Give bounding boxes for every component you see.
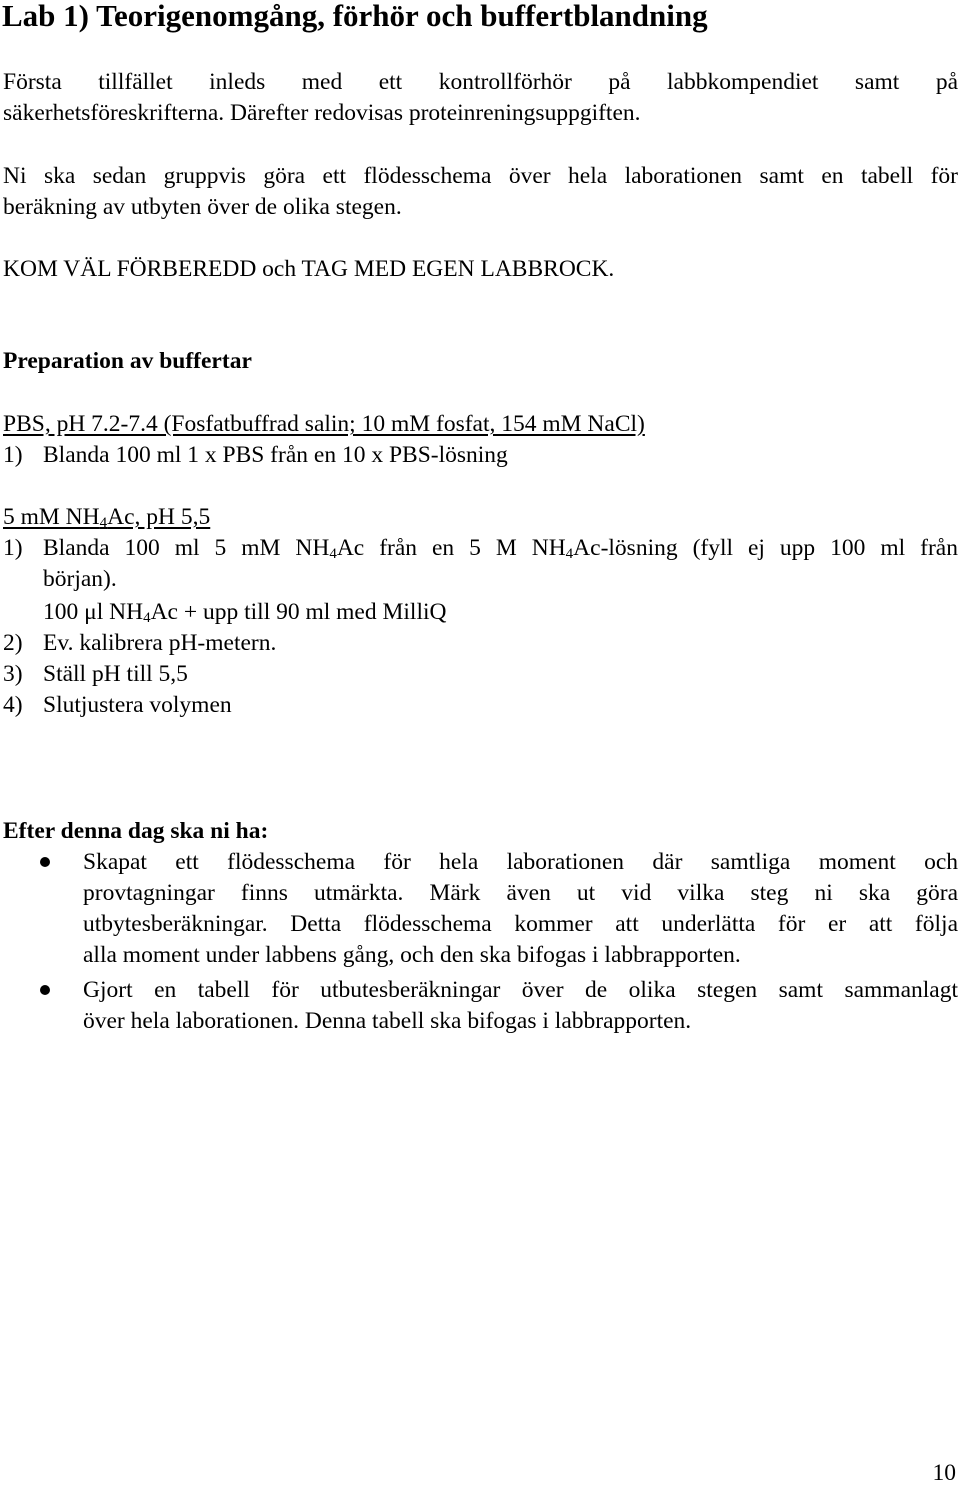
step-text: Slutjustera volymen bbox=[43, 692, 232, 718]
ammonium-header bbox=[3, 502, 210, 533]
intro-line-1: Första tillfället inleds med ett kontrollförhör på labbkompendiet samt på bbox=[3, 69, 958, 95]
subscript: 4 bbox=[99, 515, 108, 531]
step-continuation: början). bbox=[43, 566, 117, 592]
step-text: Ställ pH till 5,5 bbox=[43, 661, 188, 687]
intro-line-2: säkerhetsföreskrifterna. Därefter redovisas proteinreningsuppgiften. bbox=[3, 100, 641, 126]
step-number: 4) bbox=[3, 692, 23, 718]
step-text-part: Ac-lösning (fyll ej upp 100 ml från bbox=[573, 535, 958, 561]
ammonium-step-2 bbox=[3, 628, 276, 659]
bullet-icon bbox=[40, 857, 50, 867]
note-text: 100 μl NH bbox=[43, 599, 144, 625]
subscript: 4 bbox=[143, 610, 151, 626]
bullet-line: Gjort en tabell för utbutesberäkningar över de olika stegen samt sammanlagt bbox=[83, 977, 958, 1003]
ammonium-note bbox=[43, 597, 446, 628]
step-number: 1) bbox=[3, 442, 23, 468]
pbs-step-1 bbox=[3, 440, 508, 471]
intro-paragraph bbox=[3, 67, 958, 129]
page-number: 10 bbox=[932, 1460, 956, 1486]
ammonium-step-4 bbox=[3, 690, 232, 721]
bullet-line: provtagningar finns utmärkta. Märk även ut vid vilka steg ni ska göra bbox=[83, 880, 958, 906]
subscript: 4 bbox=[329, 546, 337, 562]
header-text: Ac, pH 5,5 bbox=[107, 504, 211, 530]
section-heading: Preparation av buffertar bbox=[3, 348, 252, 374]
note-text: Ac + upp till 90 ml med MilliQ bbox=[150, 599, 447, 625]
step-number: 1) bbox=[3, 535, 23, 561]
ammonium-step-3 bbox=[3, 659, 188, 690]
pbs-header: PBS, pH 7.2-7.4 (Fosfatbuffrad salin; 10 mM fosfat, 154 mM NaCl) bbox=[3, 411, 645, 437]
bullet-line: Skapat ett flödesschema för hela laborationen där samtliga moment och bbox=[83, 849, 958, 875]
group-line-2: beräkning av utbyten över de olika stegen. bbox=[3, 194, 402, 220]
bullet-item-1 bbox=[40, 847, 958, 971]
bullet-icon bbox=[40, 985, 50, 995]
step-text: Ev. kalibrera pH-metern. bbox=[43, 630, 277, 656]
group-paragraph bbox=[3, 161, 958, 223]
step-text bbox=[43, 533, 958, 564]
step-text-part: Blanda 100 ml 5 mM NH bbox=[43, 535, 330, 561]
step-text: Blanda 100 ml 1 x PBS från en 10 x PBS-lösning bbox=[43, 442, 508, 468]
step-number: 3) bbox=[3, 661, 23, 687]
notice-text: KOM VÄL FÖRBEREDD och TAG MED EGEN LABBROCK. bbox=[3, 256, 615, 282]
bullet-line: över hela laborationen. Denna tabell ska bifogas i labbrapporten. bbox=[83, 1008, 692, 1034]
group-line-1: Ni ska sedan gruppvis göra ett flödesschema över hela laborationen samt en tabell för bbox=[3, 163, 958, 189]
bullet-item-2 bbox=[40, 975, 958, 1037]
ammonium-step-1 bbox=[3, 533, 958, 595]
page-title: Lab 1) Teorigenomgång, förhör och buffertblandning bbox=[2, 0, 708, 33]
step-text-part: Ac från en 5 M NH bbox=[336, 535, 566, 561]
after-heading: Efter denna dag ska ni ha: bbox=[3, 818, 269, 844]
bullet-line: alla moment under labbens gång, och den ska bifogas i labbrapporten. bbox=[83, 942, 741, 968]
step-number: 2) bbox=[3, 630, 23, 656]
subscript: 4 bbox=[565, 546, 574, 562]
header-text: 5 mM NH bbox=[3, 504, 100, 530]
bullet-line: utbytesberäkningar. Detta flödesschema kommer att underlätta för er att följa bbox=[83, 911, 958, 937]
